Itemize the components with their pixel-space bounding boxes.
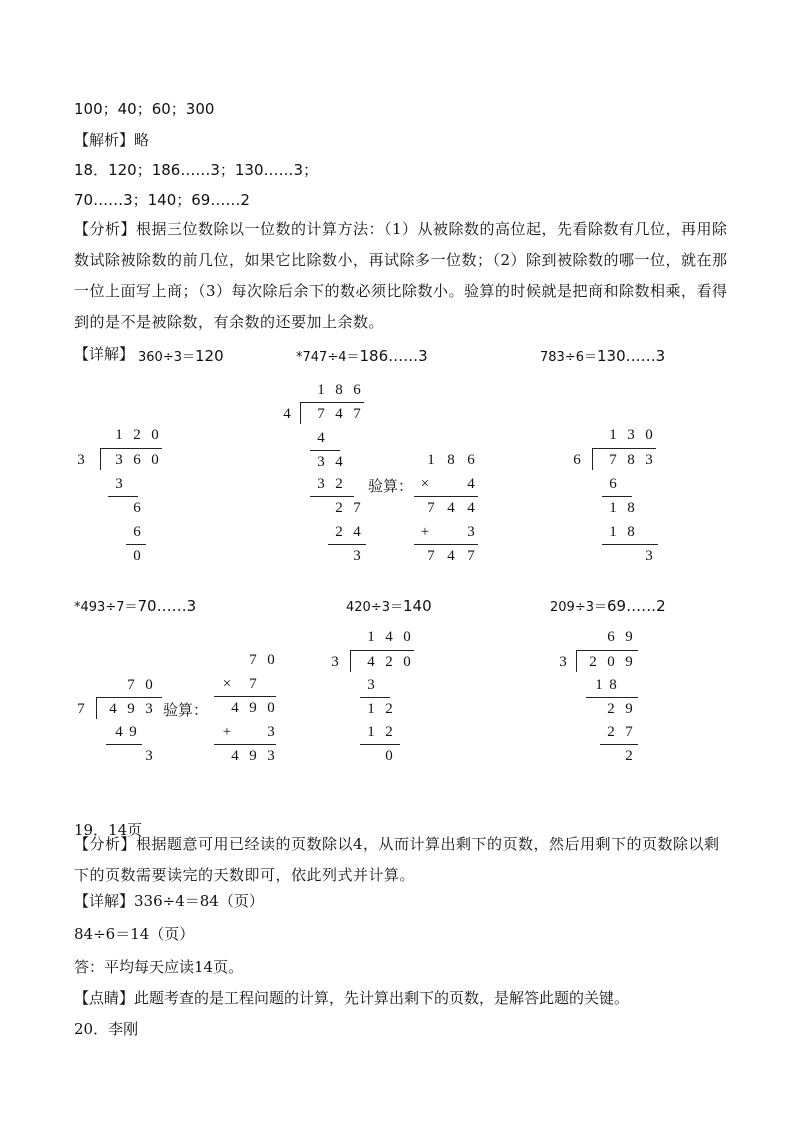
question-20-title: 20．李刚 [74, 1020, 139, 1038]
question-19-title: 19．14页 [74, 821, 143, 839]
question-18-title: 18．120；186……3；130……3； [74, 161, 319, 179]
question-19-detail: 【详解】336÷4＝84（页） [74, 892, 264, 910]
check-label-2: 验算： [368, 477, 414, 495]
expression-1: 360÷3＝120 [138, 347, 224, 365]
question-18-answers: 70……3；140；69……2 [74, 191, 250, 209]
question-19-answer: 答：平均每天应读14页。 [74, 958, 244, 976]
answer-line-17: 100；40；60；300 [74, 100, 215, 118]
question-18-analysis: 【分析】根据三位数除以一位数的计算方法：（1）从被除数的高位起，先看除数有几位，再用除数试除被除数的前几位，如果它比除数小，再试除多一位数；（2）除到被除数的哪一位，就在那一位上面写上商；（3）每次除后余下的数必须比除数小。验算的时候就是把商和除数相乘，看得到的是不是被除数，有余数的还要加上余数。 [74, 220, 728, 331]
question-19-analysis: 【分析】根据题意可用已经读的页数除以4，从而计算出剩下的页数，然后用剩下的页数除以剩下的页数需要读完的天数即可，依此列式并计算。 [74, 835, 720, 884]
expression-6: 209÷3＝69……2 [550, 597, 666, 615]
expression-5: 420÷3＝140 [346, 597, 432, 615]
expression-2: *747÷4＝186……3 [296, 347, 428, 365]
detail-label: 【详解】 [74, 345, 135, 363]
expression-4: *493÷7＝70……3 [74, 597, 197, 615]
expression-3: 783÷6＝130……3 [540, 347, 666, 365]
question-19-comment: 【点睛】此题考查的是工程问题的计算，先计算出剩下的页数，是解答此题的关键。 [74, 989, 630, 1007]
check-label-4: 验算： [163, 701, 209, 719]
explanation-line: 【解析】略 [74, 131, 150, 149]
question-19-step2: 84÷6＝14（页） [74, 925, 195, 943]
